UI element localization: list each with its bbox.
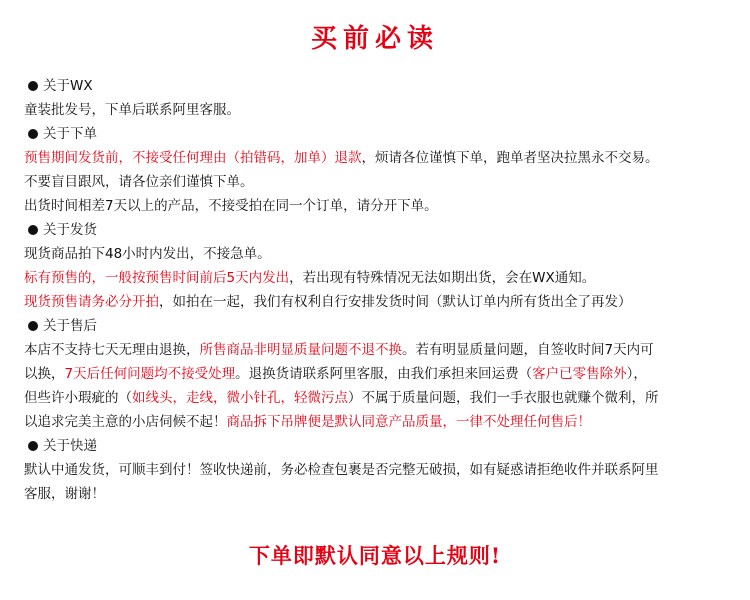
section-heading-after bbox=[24, 314, 736, 338]
heading-text: 关于下单 bbox=[43, 126, 97, 142]
after-line-2-b: 。退换货请联系阿里客服，由我们承担来回运费（ bbox=[235, 366, 533, 382]
after-tag-red: 商品拆下吊牌便是默认同意产品质量，一律不处理任何售后！ bbox=[226, 414, 591, 430]
after-line-1-a: 本店不支持七天无理由退换， bbox=[24, 342, 200, 358]
after-line-1-b: 。若有明显质量问题，自签收时间7天内可 bbox=[402, 342, 654, 358]
order-line-1 bbox=[24, 146, 736, 170]
bullet-icon bbox=[28, 129, 38, 139]
order-warning-red: 预售期间发货前，不接受任何理由（拍错码，加单）退款 bbox=[24, 150, 362, 166]
ship-line-1: 现货商品拍下48小时内发出，不接急单。 bbox=[24, 246, 271, 262]
bullet-icon bbox=[28, 321, 38, 331]
after-line-4 bbox=[24, 410, 736, 434]
after-retail-red: 客户已零售除外 bbox=[532, 366, 627, 382]
order-line-1-rest: ，烦请各位谨慎下单，跑单者坚决拉黑永不交易。 bbox=[361, 150, 659, 166]
ship-line-3-rest: ，如拍在一起，我们有权利自行安排发货时间（默认订单内所有货出全了再发） bbox=[159, 294, 632, 310]
ship-line-3 bbox=[24, 290, 736, 314]
bullet-icon bbox=[28, 81, 38, 91]
after-line-3-a: 但些许小瑕疵的（ bbox=[24, 390, 132, 406]
order-line-2: 不要盲目跟风，请各位亲们谨慎下单。 bbox=[24, 174, 254, 190]
express-line-2: 客服，谢谢！ bbox=[24, 486, 105, 502]
after-7days-red: 7天后任何问题均不接受处理 bbox=[64, 366, 236, 382]
after-line-2 bbox=[24, 362, 736, 386]
heading-text: 关于发货 bbox=[43, 222, 97, 238]
footer-rule-notice: 下单即默认同意以上规则! bbox=[248, 543, 502, 568]
section-heading-order bbox=[24, 122, 736, 146]
after-line-1 bbox=[24, 338, 736, 362]
wx-line-1: 童装批发号，下单后联系阿里客服。 bbox=[24, 102, 240, 118]
page-title: 买前必读 bbox=[310, 24, 439, 54]
after-line-3-b: ）不属于质量问题，我们一手衣服也就赚个微利，所 bbox=[348, 390, 659, 406]
after-line-2-c: ）， bbox=[626, 366, 647, 382]
section-heading-express bbox=[24, 434, 736, 458]
after-line-2-a: 以换， bbox=[24, 366, 65, 382]
ship-line-2-rest: ，若出现有特殊情况无法如期出货，会在WX通知。 bbox=[289, 270, 596, 286]
ship-separate-red: 现货预售请务必分开拍 bbox=[24, 294, 159, 310]
heading-text: 关于WX bbox=[43, 78, 93, 94]
bullet-icon bbox=[28, 225, 38, 235]
express-line-1: 默认中通发货，可顺丰到付！签收快递前，务必检查包裹是否完整无破损，如有疑惑请拒绝收件并联系阿里 bbox=[24, 462, 659, 478]
after-line-4-a: 以追求完美主意的小店伺候不起！ bbox=[24, 414, 227, 430]
ship-presale-red: 标有预售的，一般按预售时间前后5天内发出 bbox=[24, 270, 290, 286]
after-flaws-red: 如线头，走线，微小针孔，轻微污点 bbox=[132, 390, 348, 406]
section-heading-wx bbox=[24, 74, 736, 98]
ship-line-2 bbox=[24, 266, 736, 290]
notice-content bbox=[24, 74, 736, 506]
after-no-return-red: 所售商品非明显质量问题不退不换 bbox=[199, 342, 402, 358]
bullet-icon bbox=[28, 441, 38, 451]
section-heading-ship bbox=[24, 218, 736, 242]
heading-text: 关于快递 bbox=[43, 438, 97, 454]
heading-text: 关于售后 bbox=[43, 318, 97, 334]
after-line-3 bbox=[24, 386, 736, 410]
order-line-3: 出货时间相差7天以上的产品，不接受拍在同一个订单，请分开下单。 bbox=[24, 198, 438, 214]
